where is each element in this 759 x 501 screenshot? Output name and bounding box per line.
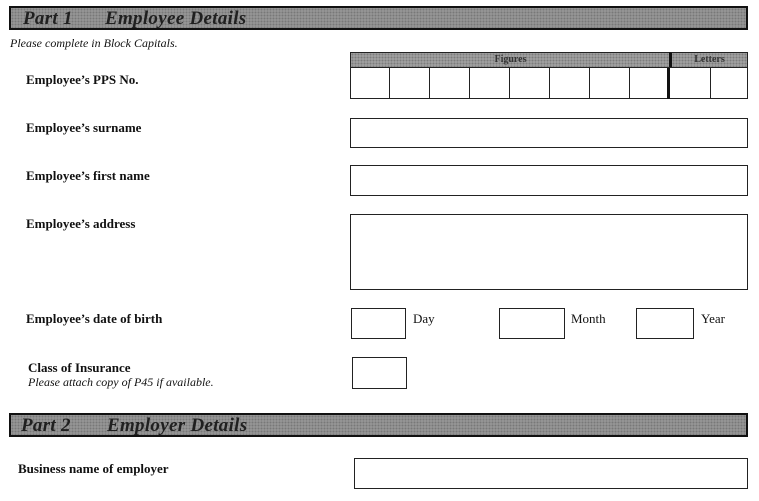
pps-figure-cell-7[interactable] [590, 68, 630, 99]
pps-letter-cell-2[interactable] [711, 68, 747, 99]
pps-figure-cell-8[interactable] [630, 68, 670, 99]
business-name-label: Business name of employer [18, 461, 169, 476]
pps-figure-cell-2[interactable] [390, 68, 430, 99]
first-name-label: Employee’s first name [26, 168, 150, 183]
pps-figure-cell-6[interactable] [550, 68, 590, 99]
business-name-field[interactable] [354, 458, 748, 489]
part1-title: Employee Details [105, 8, 247, 29]
pps-figure-cell-4[interactable] [470, 68, 510, 99]
insurance-class-field[interactable] [352, 357, 407, 389]
insurance-p45-note: Please attach copy of P45 if available. [28, 375, 214, 389]
part2-header [9, 413, 748, 437]
surname-field[interactable] [350, 118, 748, 148]
insurance-class-label: Class of Insurance [28, 360, 131, 375]
surname-label: Employee’s surname [26, 120, 142, 135]
pps-figure-cell-3[interactable] [430, 68, 470, 99]
dob-label: Employee’s date of birth [26, 311, 163, 326]
pps-figure-cell-1[interactable] [350, 68, 390, 99]
part2-number: Part 2 [21, 415, 71, 436]
block-capitals-instruction: Please complete in Block Capitals. [10, 36, 178, 50]
part2-title: Employer Details [107, 415, 248, 436]
address-field[interactable] [350, 214, 748, 290]
part1-header [9, 6, 748, 30]
pps-letters-header: Letters [669, 52, 748, 68]
first-name-field[interactable] [350, 165, 748, 196]
dob-month-field[interactable] [499, 308, 565, 339]
dob-year-label: Year [701, 311, 725, 326]
address-label: Employee’s address [26, 216, 136, 231]
pps-figures-header: Figures [350, 52, 671, 68]
pps-letter-cell-1[interactable] [670, 68, 711, 99]
dob-day-label: Day [413, 311, 435, 326]
dob-year-field[interactable] [636, 308, 694, 339]
pps-figure-cell-5[interactable] [510, 68, 550, 99]
part1-number: Part 1 [23, 8, 73, 29]
pps-label: Employee’s PPS No. [26, 72, 139, 87]
dob-month-label: Month [571, 311, 606, 326]
dob-day-field[interactable] [351, 308, 406, 339]
